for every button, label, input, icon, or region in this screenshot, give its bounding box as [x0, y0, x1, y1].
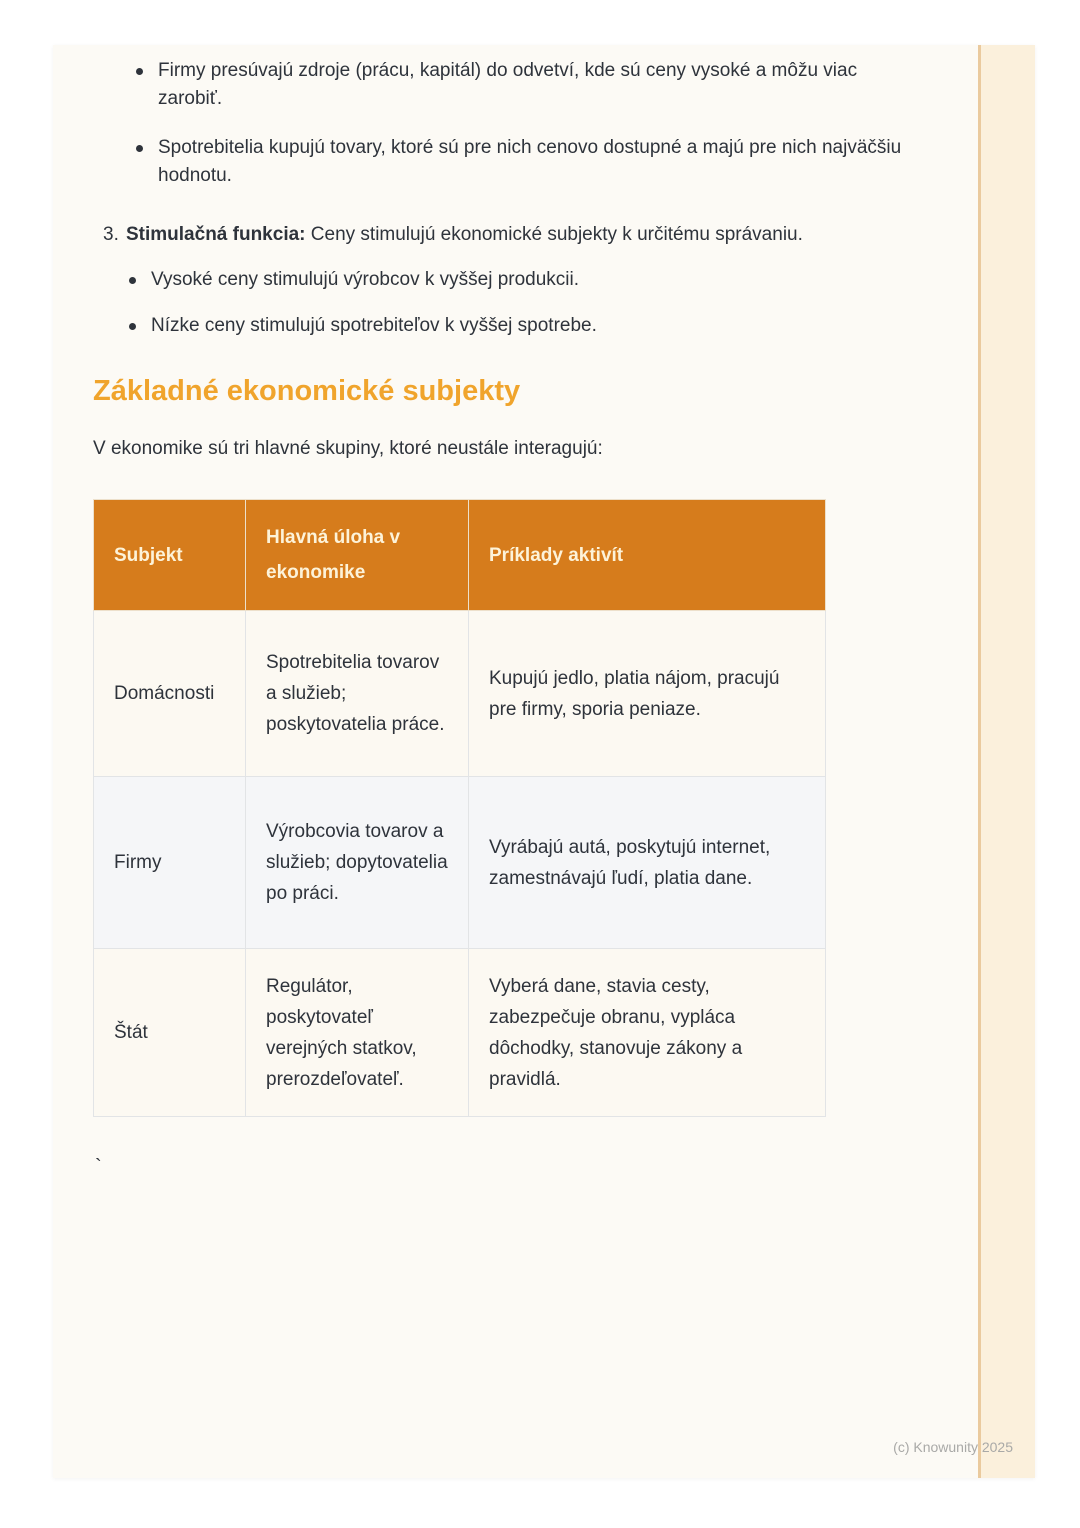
table-header-row: [94, 500, 826, 611]
cell-examples: Kupujú jedlo, platia nájom, pracujú pre firmy, sporia peniaze.: [469, 611, 826, 777]
cell-role: Regulátor, poskytovateľ verejných statkov, prerozdeľovateľ.: [246, 949, 469, 1117]
document-sheet: [53, 45, 1035, 1478]
cell-subject: Štát: [94, 949, 246, 1117]
numbered-item-description: Ceny stimulujú ekonomické subjekty k určitému správaniu.: [310, 224, 803, 245]
table-row: [94, 777, 826, 949]
sub-bullet-list: [93, 266, 923, 340]
cell-examples: Vyrábajú autá, poskytujú internet, zamestnávajú ľudí, platia dane.: [469, 777, 826, 949]
top-bullet-list: [93, 57, 923, 190]
section-heading: Základné ekonomické subjekty: [93, 375, 521, 407]
cell-role: Spotrebitelia tovarov a služieb; poskytovatelia práce.: [246, 611, 469, 777]
intro-paragraph: V ekonomike sú tri hlavné skupiny, ktoré neustále interagujú:: [93, 438, 603, 459]
cell-examples: Vyberá dane, stavia cesty, zabezpečuje obranu, vypláca dôchodky, stanovuje zákony a pravidlá.: [469, 949, 826, 1117]
list-item: Nízke ceny stimulujú spotrebiteľov k vyššej spotrebe.: [93, 312, 883, 340]
footer-credit: (c) Knowunity 2025: [893, 1439, 1013, 1455]
numbered-item-text: [126, 220, 803, 250]
numbered-item-label: Stimulačná funkcia:: [126, 224, 306, 245]
table-row: [94, 611, 826, 777]
column-header-subject: Subjekt: [94, 500, 246, 611]
list-item: Firmy presúvajú zdroje (prácu, kapitál) do odvetví, kde sú ceny vysoké a môžu viac zarobiť.: [93, 57, 908, 113]
cell-subject: Firmy: [94, 777, 246, 949]
document-content: [93, 57, 923, 1181]
list-item: Vysoké ceny stimulujú výrobcov k vyššej produkcii.: [93, 266, 883, 294]
cell-subject: Domácnosti: [94, 611, 246, 777]
column-header-examples: Príklady aktivít: [469, 500, 826, 611]
cell-role: Výrobcovia tovarov a služieb; dopytovatelia po práci.: [246, 777, 469, 949]
list-item: Spotrebitelia kupujú tovary, ktoré sú pre nich cenovo dostupné a majú pre nich najväčšiu hodnotu.: [93, 134, 908, 190]
table-row: [94, 949, 826, 1117]
numbered-item-3: [93, 220, 923, 250]
column-header-role: Hlavná úloha v ekonomike: [246, 500, 469, 611]
economic-subjects-table: [93, 499, 826, 1117]
decorative-side-strip: [978, 45, 1035, 1478]
list-number: 3.: [103, 224, 119, 245]
stray-backtick-character: `: [95, 1156, 102, 1178]
